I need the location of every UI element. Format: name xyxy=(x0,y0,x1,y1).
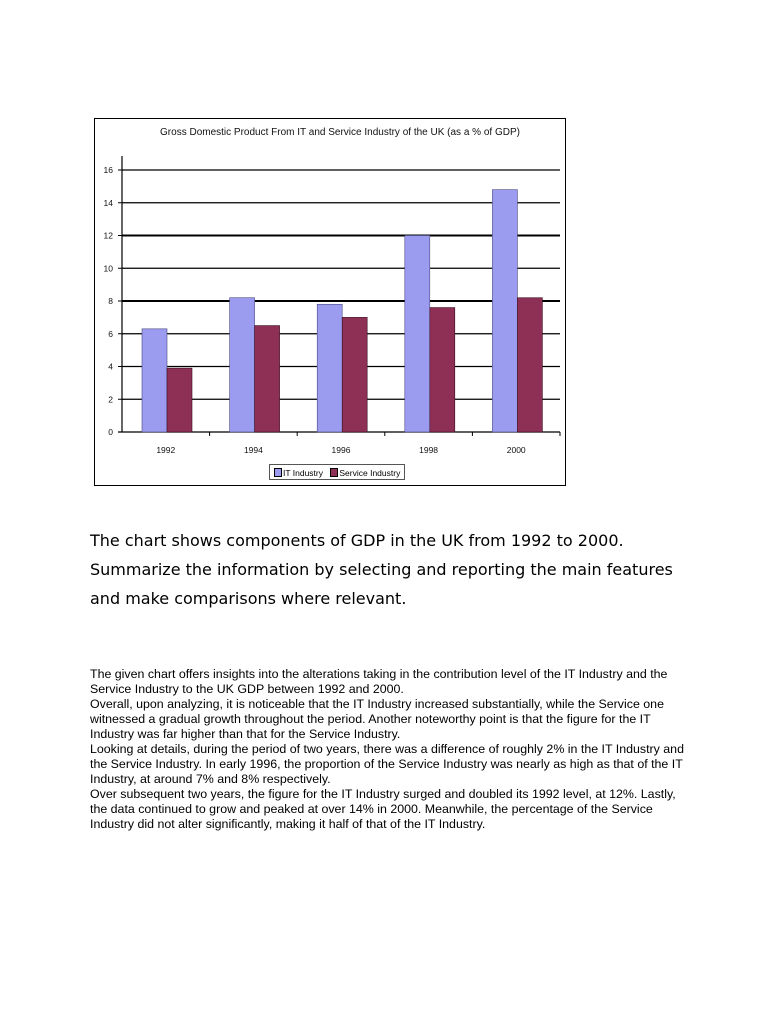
essay-text xyxy=(90,667,688,832)
y-tick-label: 16 xyxy=(103,165,113,175)
x-tick-label: 1996 xyxy=(331,445,351,455)
legend-entry-service xyxy=(330,468,400,478)
legend-swatch-service xyxy=(330,468,338,477)
essay-paragraph: Over subsequent two years, the figure for the IT Industry surged and doubled its 1992 level, at 12%. Lastly, the data continued to grow and peaked at over 14% in 2000. Meanwhile, the percentage of the Service Industry did not alter significantly, making it half of that of the IT Industry. xyxy=(90,787,676,831)
essay-paragraph: Looking at details, during the period of two years, there was a difference of roughly 2% in the IT Industry and the Service Industry. In early 1996, the proportion of the Service Industry was nearly as high as that of the IT Industry, at around 7% and 8% respectively. xyxy=(90,742,684,786)
chart-legend xyxy=(269,464,405,480)
chart-title: Gross Domestic Product From IT and Service Industry of the UK (as a % of GDP) xyxy=(160,127,520,138)
bar-service-2000 xyxy=(517,298,542,432)
bar-chart xyxy=(95,119,567,487)
legend-entry-it xyxy=(274,468,323,478)
bar-it-1994 xyxy=(230,298,255,432)
bar-it-1998 xyxy=(405,236,430,433)
y-tick-label: 12 xyxy=(103,230,113,241)
y-tick-label: 2 xyxy=(108,394,113,405)
bar-it-1996 xyxy=(317,304,342,432)
y-tick-label: 0 xyxy=(108,427,113,437)
x-tick-label: 2000 xyxy=(506,445,526,455)
bar-it-1992 xyxy=(142,329,167,432)
bar-service-1992 xyxy=(167,368,192,432)
y-tick-label: 8 xyxy=(108,296,113,306)
y-tick-label: 4 xyxy=(108,361,113,372)
y-tick-label: 10 xyxy=(103,263,113,274)
bar-service-1994 xyxy=(255,326,280,432)
task-prompt: The chart shows components of GDP in the UK from 1992 to 2000. Summarize the information by selecting and reporting the main features and make comparisons where relevant. xyxy=(90,531,673,608)
legend-swatch-it xyxy=(274,468,282,477)
chart-figure xyxy=(94,118,566,486)
y-tick-label: 14 xyxy=(103,197,113,208)
x-tick-label: 1994 xyxy=(243,445,263,455)
essay-paragraph: The given chart offers insights into the alterations taking in the contribution level of the IT Industry and the Service Industry to the UK GDP between 1992 and 2000. xyxy=(90,667,668,696)
x-tick-label: 1998 xyxy=(419,445,439,455)
x-tick-label: 1992 xyxy=(156,445,176,455)
bar-it-2000 xyxy=(492,190,517,432)
legend-label-service: Service Industry xyxy=(339,468,401,478)
legend-label-it: IT Industry xyxy=(283,468,323,478)
essay-paragraph: Overall, upon analyzing, it is noticeable that the IT Industry increased substantially, while the Service one witnessed a gradual growth throughout the period. Another noteworthy point is that the figure for the IT Industry was far higher than that for the Service Industry. xyxy=(90,697,664,741)
bar-service-1998 xyxy=(430,308,455,432)
bar-service-1996 xyxy=(342,317,367,432)
y-tick-label: 6 xyxy=(108,328,113,339)
